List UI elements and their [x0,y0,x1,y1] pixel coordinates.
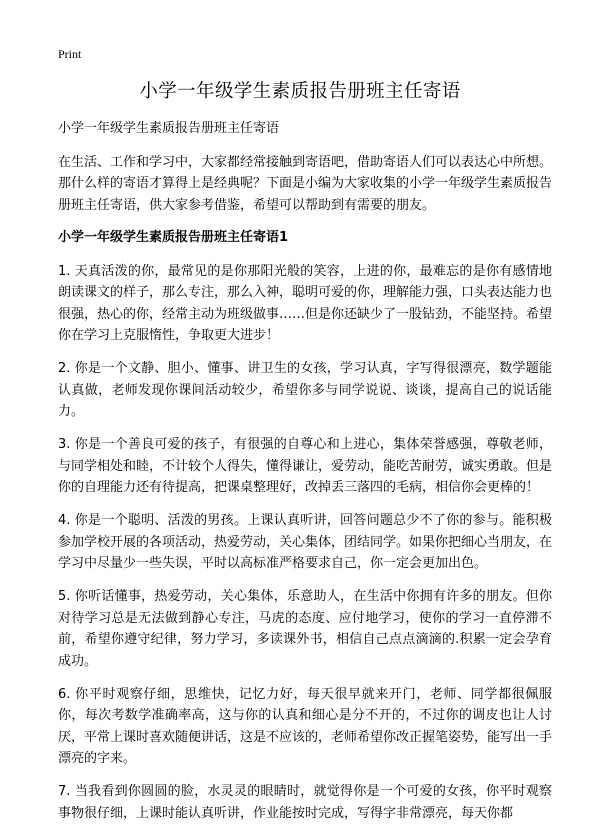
message-item-1: 1. 天真活泼的你，最常见的是你那阳光般的笑容，上进的你，最难忘的是你有感情地朗读课文的样子，那么专注，那么入神，聪明可爱的你，理解能力强，口头表达能力也很强，热心的你，经常主动为班级做事……但是你还缺少了一股钻劲，不能坚持。希望你在学习上克服惰性，争取更大进步！ [58,263,553,343]
section-heading: 小学一年级学生素质报告册班主任寄语1 [58,230,289,245]
document-body [58,118,552,836]
message-item-4: 4. 你是一个聪明、活泼的男孩。上课认真听讲，回答问题总少不了你的参与。能积极参加学校开展的各项活动，热爱劳动，关心集体，团结同学。如果你把细心当朋友，在学习中尽量少一些失误，平时以高标准严格要求自己，你一定会更加出色。 [58,513,553,571]
message-item-7: 7. 当我看到你圆圆的脸，水灵灵的眼睛时，就觉得你是一个可爱的女孩，你平时观察事物很仔细，上课时能认真听讲，作业能按时完成，写得字非常漂亮，每天你都 [58,784,552,821]
message-item-5: 5. 你听话懂事，热爱劳动，关心集体，乐意助人，在生活中你拥有许多的朋友。但你对待学习总是无法做到静心专注，马虎的态度、应付地学习，使你的学习一直停滞不前，希望你遵守纪律，努力学习，多读课外书，相信自己点点滴滴的.积累一定会孕育成功。 [58,589,552,669]
document-title: 小学一年级学生素质报告册班主任寄语 [139,81,461,102]
message-item-6: 6. 你平时观察仔细，思维快，记忆力好，每天很早就来开门，老师、同学都很佩服你，每次考数学准确率高，这与你的认真和细心是分不开的，不过你的调皮也让人讨厌，平常上课时喜欢随便讲话，这是不应该的，老师希望你改正握笔姿势，能写出一手漂亮的字来。 [58,686,553,766]
document-subtitle: 小学一年级学生素质报告册班主任寄语 [58,121,280,136]
message-item-2: 2. 你是一个文静、胆小、懂事、讲卫生的女孩，学习认真，字写得很漂亮，数学题能认真做，老师发现你课间活动较少，希望你多与同学说说、谈谈，提高自己的说话能力。 [58,361,552,419]
message-item-3: 3. 你是一个善良可爱的孩子，有很强的自尊心和上进心，集体荣誉感强，尊敬老师，与同学相处和睦，不计较个人得失，懂得谦让，爱劳动，能吃苦耐劳，诚实勇敢。但是你的自理能力还有待提高，把课桌整理好，改掉丢三落四的毛病，相信你会更棒的！ [58,437,553,495]
intro-paragraph: 在生活、工作和学习中，大家都经常接触到寄语吧，借助寄语人们可以表达心中所想。那什么样的寄语才算得上是经典呢？下面是小编为大家收集的小学一年级学生素质报告册班主任寄语，供大家参考借鉴，希望可以帮助到有需要的朋友。 [58,154,553,213]
print-link[interactable]: Print [58,47,82,61]
